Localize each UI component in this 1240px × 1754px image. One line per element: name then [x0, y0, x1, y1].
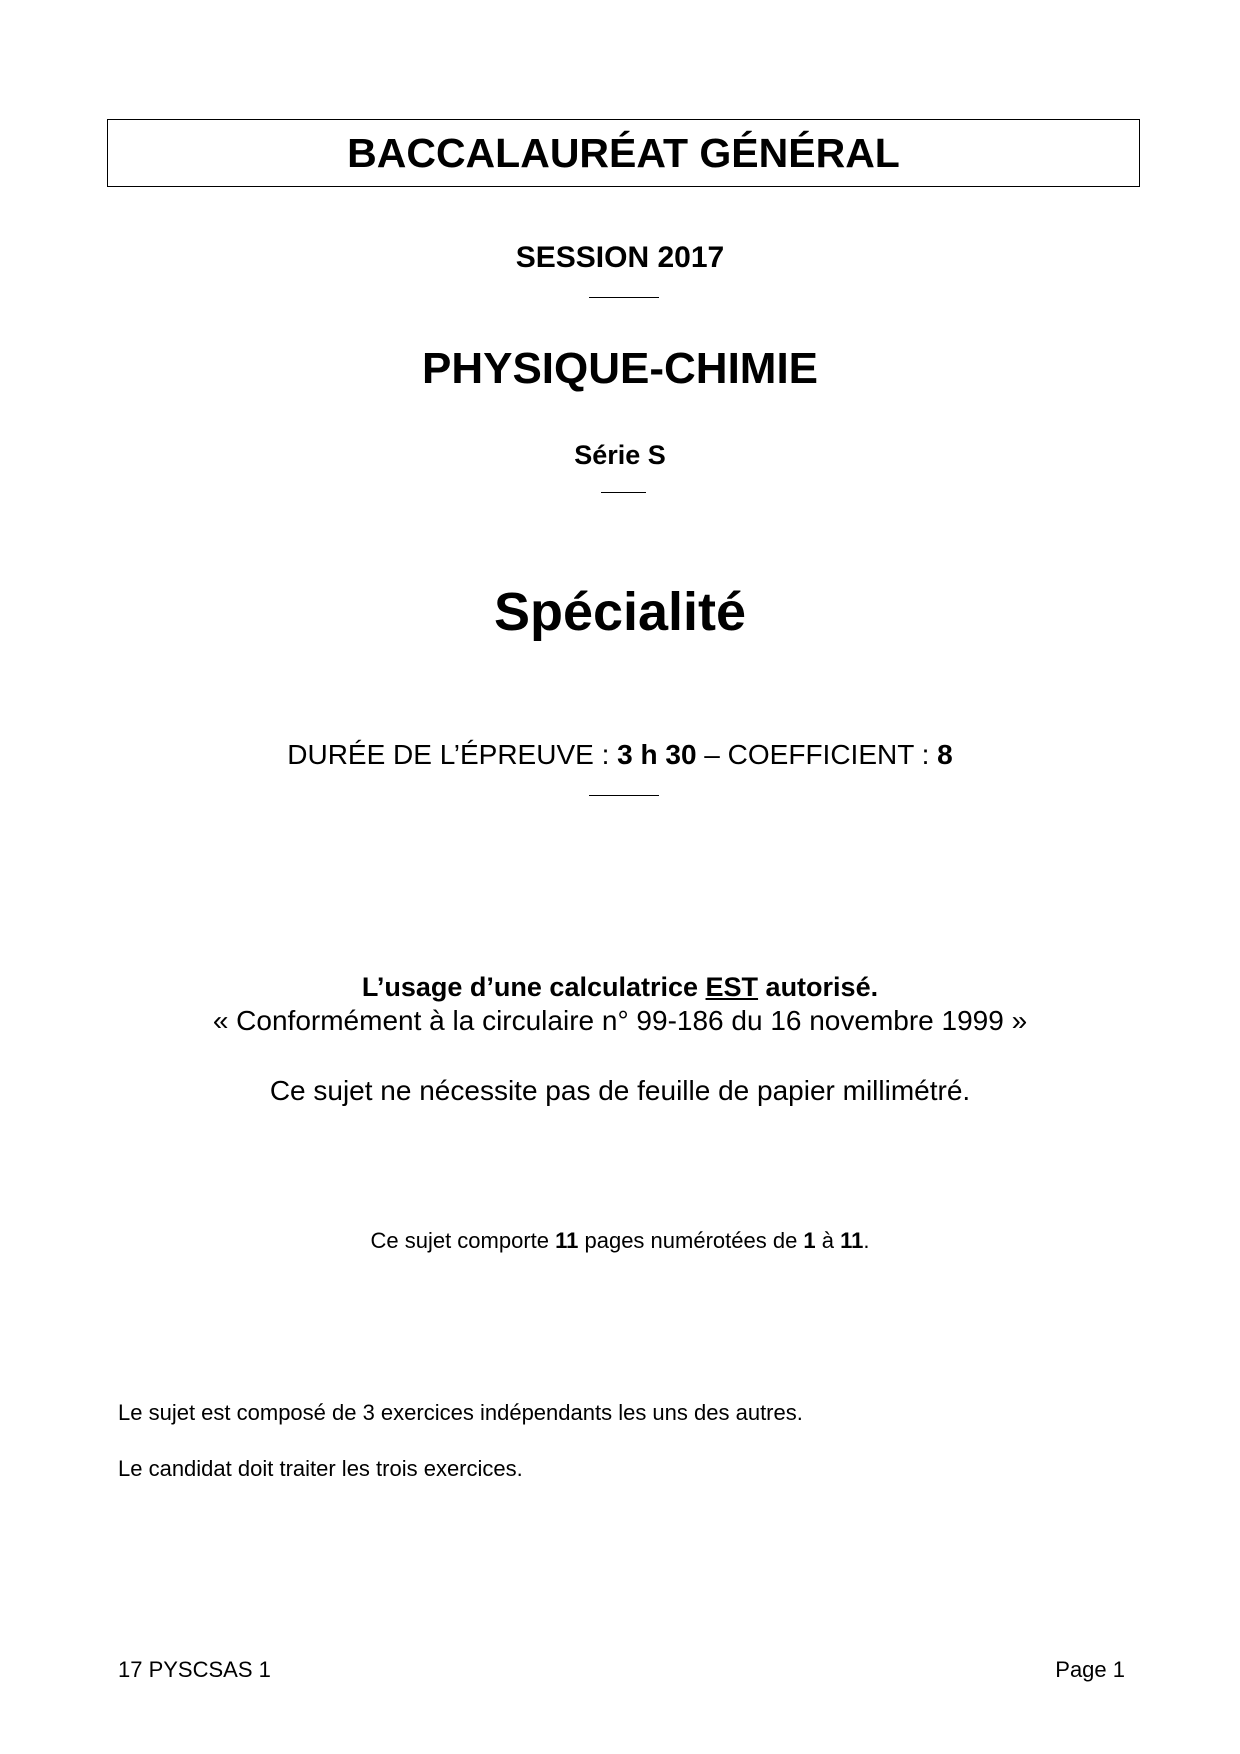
footer-page-number: Page 1 — [1055, 1657, 1125, 1682]
duration-line — [0, 737, 1240, 773]
page-from: 1 — [803, 1228, 816, 1253]
duration-hours: 3 h 30 — [617, 739, 697, 770]
calculator-emphasis: EST — [705, 972, 759, 1002]
calculator-suffix: autorisé. — [758, 972, 879, 1002]
exam-title: BACCALAURÉAT GÉNÉRAL — [347, 130, 900, 176]
divider — [589, 297, 659, 298]
circulaire-reference: « Conformément à la circulaire n° 99-186 du 16 novembre 1999 » — [212, 1005, 1028, 1036]
duration-separator: – COEFFICIENT : — [696, 739, 938, 770]
paper-note: Ce sujet ne nécessite pas de feuille de papier millimétré. — [269, 1075, 971, 1106]
composition-instruction: Le sujet est composé de 3 exercices indépendants les uns des autres. — [118, 1400, 803, 1425]
page-count: 11 — [555, 1228, 579, 1253]
divider — [601, 492, 646, 493]
page-count-prefix: Ce sujet comporte — [370, 1228, 556, 1253]
page-count-middle: pages numérotées de — [578, 1228, 804, 1253]
duration-label: DURÉE DE L’ÉPREUVE : — [287, 739, 618, 770]
page-count-end: . — [863, 1228, 870, 1253]
divider — [589, 795, 659, 796]
session-label: SESSION 2017 — [515, 241, 725, 274]
exam-title-box — [107, 119, 1140, 187]
calculator-prefix: L’usage d’une calculatrice — [361, 972, 706, 1002]
page-count-line — [0, 1226, 1240, 1256]
subject-title: PHYSIQUE-CHIMIE — [421, 344, 819, 393]
page-to: 11 — [840, 1228, 864, 1253]
specialite-title: Spécialité — [493, 582, 747, 642]
candidate-instruction: Le candidat doit traiter les trois exercices. — [118, 1456, 523, 1481]
serie-label: Série S — [574, 440, 666, 470]
coefficient-value: 8 — [937, 739, 953, 770]
calculator-notice — [0, 969, 1240, 1005]
footer-exam-code: 17 PYSCSAS 1 — [118, 1657, 271, 1682]
page-to-word: à — [815, 1228, 841, 1253]
